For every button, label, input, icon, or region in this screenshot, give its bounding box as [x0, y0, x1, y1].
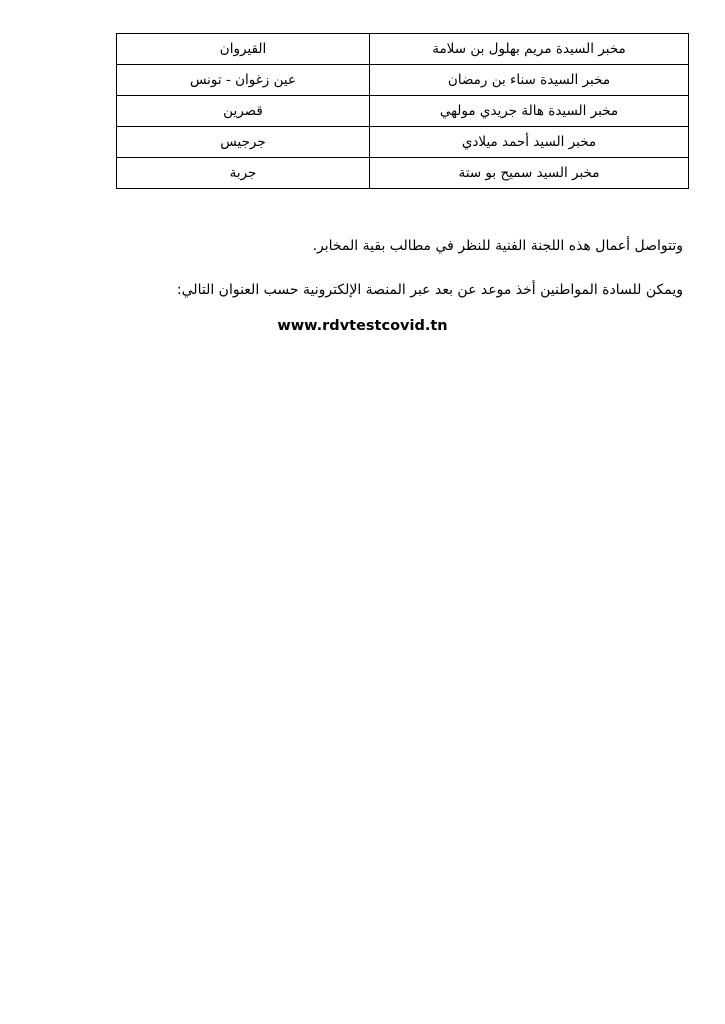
laboratory-name-cell: مخبر السيدة مريم بهلول بن سلامة: [370, 34, 689, 65]
city-cell: عين زغوان - تونس: [117, 65, 370, 96]
table-row: [117, 158, 689, 189]
website-address: www.rdvtestcovid.tn: [277, 318, 448, 334]
city-cell: القيروان: [117, 34, 370, 65]
table-row: [117, 127, 689, 158]
table-row: [117, 34, 689, 65]
laboratory-name-cell: مخبر السيدة هالة جريدي مولهي: [370, 96, 689, 127]
laboratory-name-cell: مخبر السيد سميح بو ستة: [370, 158, 689, 189]
laboratory-name-cell: مخبر السيدة سناء بن رمضان: [370, 65, 689, 96]
appointment-paragraph: ويمكن للسادة المواطنين أخذ موعد عن بعد عبر المنصة الإلكترونية حسب العنوان التالي:: [176, 282, 683, 298]
city-cell: قصرين: [117, 96, 370, 127]
city-cell: جربة: [117, 158, 370, 189]
table-row: [117, 96, 689, 127]
laboratory-name-cell: مخبر السيد أحمد ميلادي: [370, 127, 689, 158]
table-row: [117, 65, 689, 96]
continuation-paragraph: وتتواصل أعمال هذه اللجنة الفنية للنظر في مطالب بقية المخابر.: [312, 238, 683, 254]
laboratories-table: [116, 33, 689, 189]
city-cell: جرجيس: [117, 127, 370, 158]
